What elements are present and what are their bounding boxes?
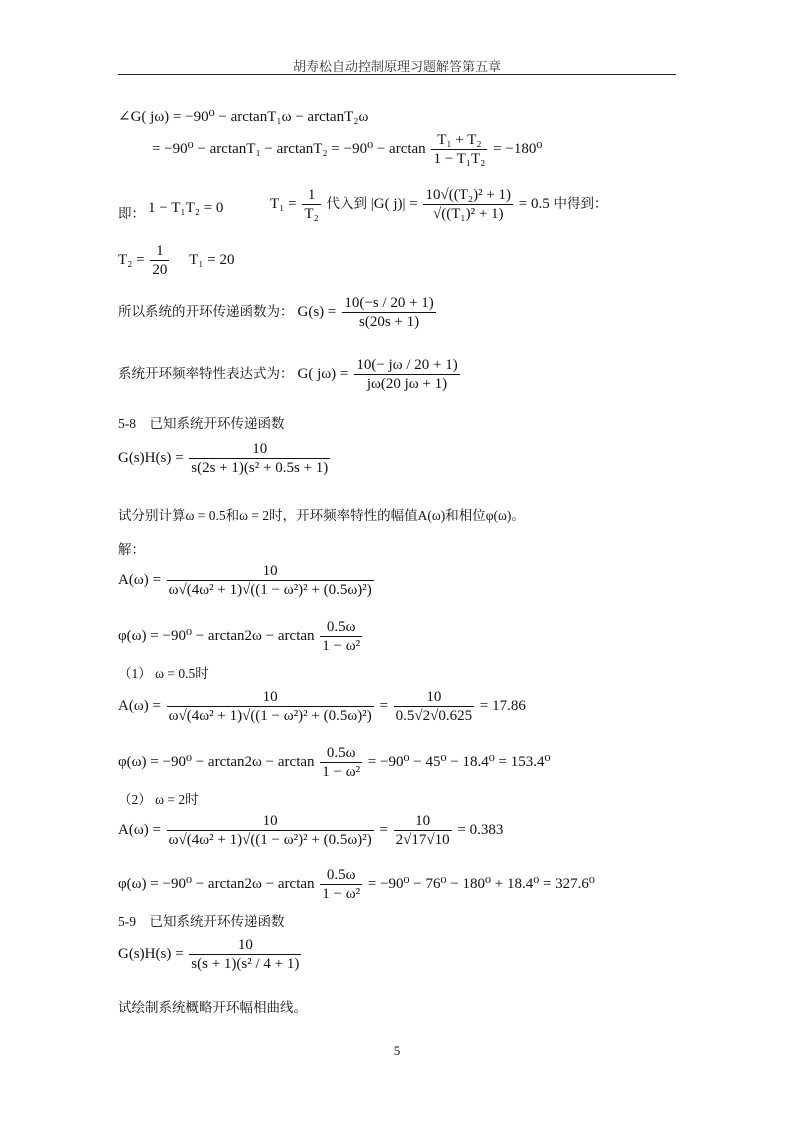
fraction	[320, 866, 362, 903]
fraction	[189, 936, 301, 973]
fraction-numerator: 0.5ω	[320, 866, 362, 885]
fraction	[167, 688, 374, 725]
t2-t1-values	[118, 242, 234, 279]
case-1-phase-value: = −90⁰ − 45⁰ − 18.4⁰ = 153.4⁰	[367, 753, 551, 770]
problem-5-8-question: 试分别计算ω = 0.5和ω = 2时，开环频率特性的幅值A(ω)和相位φ(ω)。	[118, 508, 525, 523]
page-header: 胡寿松自动控制原理习题解答第五章	[292, 59, 501, 74]
magnitude-lhs: |G( j)| =	[370, 195, 418, 212]
t1-value: T₁ = 20	[189, 251, 235, 268]
solution-label: 解：	[118, 542, 145, 557]
phase-line2-lhs: = −90⁰ − arctanT₁ − arctanT₂ = −90⁰ − arctan	[152, 140, 426, 157]
fraction-denominator: 1 − ω²	[322, 638, 361, 654]
fraction	[320, 744, 362, 781]
fraction-denominator: s(20s + 1)	[359, 314, 420, 330]
t2-lhs: T₂ =	[118, 251, 145, 268]
fraction-denominator: ω√(4ω² + 1)√((1 − ω²)² + (0.5ω)²)	[168, 832, 372, 848]
fraction-denominator: s(s + 1)(s² / 4 + 1)	[191, 956, 300, 972]
phase-line2-rhs: = −180⁰	[493, 140, 543, 157]
case-2-phase-value: = −90⁰ − 76⁰ − 180⁰ + 18.4⁰ = 327.6⁰	[367, 875, 595, 892]
fraction	[431, 131, 487, 168]
phase-lhs: φ(ω) = −90⁰ − arctan2ω − arctan	[118, 627, 315, 644]
phase-lhs: φ(ω) = −90⁰ − arctan2ω − arctan	[118, 753, 315, 770]
eq-prefix: 即：	[118, 206, 145, 221]
fraction-numerator: 10	[394, 812, 452, 831]
fraction	[167, 562, 374, 599]
case-1-phase	[118, 744, 550, 781]
fraction-denominator: 1 − ω²	[322, 764, 361, 780]
fraction	[423, 186, 513, 223]
tf-lhs: G(s)H(s) =	[118, 945, 184, 962]
freq-response-label: 系统开环频率特性表达式为：	[118, 366, 294, 382]
fraction-numerator: 10	[189, 936, 301, 955]
problem-5-9-title: 5-9 已知系统开环传递函数	[118, 914, 285, 929]
fraction-numerator: 10	[167, 688, 374, 707]
fraction-denominator: s(2s + 1)(s² + 0.5s + 1)	[191, 460, 329, 476]
fraction-numerator: T₁ + T₂	[431, 131, 487, 150]
phase-equation-line2	[152, 131, 542, 168]
phase-general	[118, 618, 364, 655]
amplitude-general	[118, 562, 376, 599]
fraction-numerator: 10	[167, 812, 374, 831]
open-loop-tf-lhs: G(s) =	[297, 304, 337, 321]
case-1-label: （1） ω = 0.5时	[118, 666, 209, 681]
fraction-numerator: 10(−s / 20 + 1)	[344, 295, 434, 311]
fraction-denominator: 1 − ω²	[322, 886, 361, 902]
fraction-denominator: T₂	[304, 206, 319, 222]
problem-5-8-tf	[118, 440, 332, 477]
fraction	[394, 688, 474, 725]
problem-5-9-question: 试绘制系统概略开环幅相曲线。	[118, 1000, 307, 1015]
amplitude-lhs: A(ω) =	[118, 821, 161, 838]
fraction-denominator: 0.5√2√0.625	[395, 708, 473, 724]
result-suffix: 中得到：	[553, 195, 608, 211]
problem-5-8-title: 5-8 已知系统开环传递函数	[118, 416, 285, 431]
case-2-label: （2） ω = 2时	[118, 792, 199, 807]
fraction-denominator: √((T₁)² + 1)	[432, 206, 504, 222]
tf-lhs: G(s)H(s) =	[118, 449, 184, 466]
fraction-denominator: ω√(4ω² + 1)√((1 − ω²)² + (0.5ω)²)	[168, 708, 372, 724]
open-loop-tf-line	[118, 294, 438, 331]
fraction-denominator: ω√(4ω² + 1)√((1 − ω²)² + (0.5ω)²)	[168, 582, 372, 598]
fraction-numerator: 1	[302, 186, 320, 205]
amplitude-lhs: A(ω) =	[118, 697, 161, 714]
fraction-numerator: 0.5ω	[320, 618, 362, 637]
open-loop-tf-label: 所以系统的开环传递函数为：	[118, 304, 294, 320]
case-1-amplitude-value: = 17.86	[479, 697, 526, 714]
fraction-denominator: 20	[152, 262, 168, 278]
fraction	[150, 242, 169, 279]
fraction-denominator: jω(20 jω + 1)	[366, 376, 448, 392]
fraction	[342, 294, 435, 331]
fraction	[167, 812, 374, 849]
freq-response-lhs: G( jω) =	[297, 366, 349, 383]
header-rule	[118, 74, 676, 75]
fraction	[302, 186, 320, 223]
fraction	[394, 812, 452, 849]
fraction	[320, 618, 362, 655]
fraction	[354, 356, 459, 393]
substitute-text: 代入到	[326, 195, 368, 211]
fraction-numerator: 10	[394, 688, 474, 707]
fraction-denominator: 1 − T₁T₂	[433, 151, 486, 167]
problem-5-9-tf	[118, 936, 303, 973]
fraction-numerator: 10	[189, 440, 330, 459]
fraction-numerator: 10	[167, 562, 374, 581]
amplitude-lhs: A(ω) =	[118, 571, 161, 588]
t1-expression	[270, 186, 608, 223]
magnitude-value: = 0.5	[518, 195, 550, 212]
fraction-numerator: 10(− jω / 20 + 1)	[356, 357, 458, 373]
case-2-amplitude: A(ω) = $\frac{10}{\text{ω√(4ω² + 1)√((1 − ω²)² + (0.5ω)²)}}$ = $\frac{10}{2√17√10}$ = 0.383	[118, 813, 504, 848]
fraction-denominator: 2√17√10	[395, 832, 450, 848]
fraction-numerator: 0.5ω	[320, 744, 362, 763]
fraction-numerator: 10√((T₂)² + 1)	[425, 187, 512, 203]
case-2-amplitude-value: = 0.383	[457, 821, 504, 838]
t1-lhs: T₁ =	[270, 195, 297, 212]
case-2-phase	[118, 866, 595, 903]
freq-response-line	[118, 356, 462, 393]
phase-lhs: φ(ω) = −90⁰ − arctan2ω − arctan	[118, 875, 315, 892]
eq-condition: 1 − T₁T₂ = 0	[148, 200, 224, 216]
case-1-amplitude: A(ω) = $\frac{10}{\text{ω√(4ω² + 1)√((1 − ω²)² + (0.5ω)²)}}$ = $\frac{10}{0.5√2√0.625}$ = 17.86	[118, 689, 526, 724]
fraction	[189, 440, 330, 477]
phase-equation-line1: ∠G( jω) = −90⁰ − arctanT₁ω − arctanT₂ω	[118, 109, 369, 125]
page-number: 5	[393, 1043, 401, 1058]
fraction-numerator: 1	[150, 242, 169, 261]
